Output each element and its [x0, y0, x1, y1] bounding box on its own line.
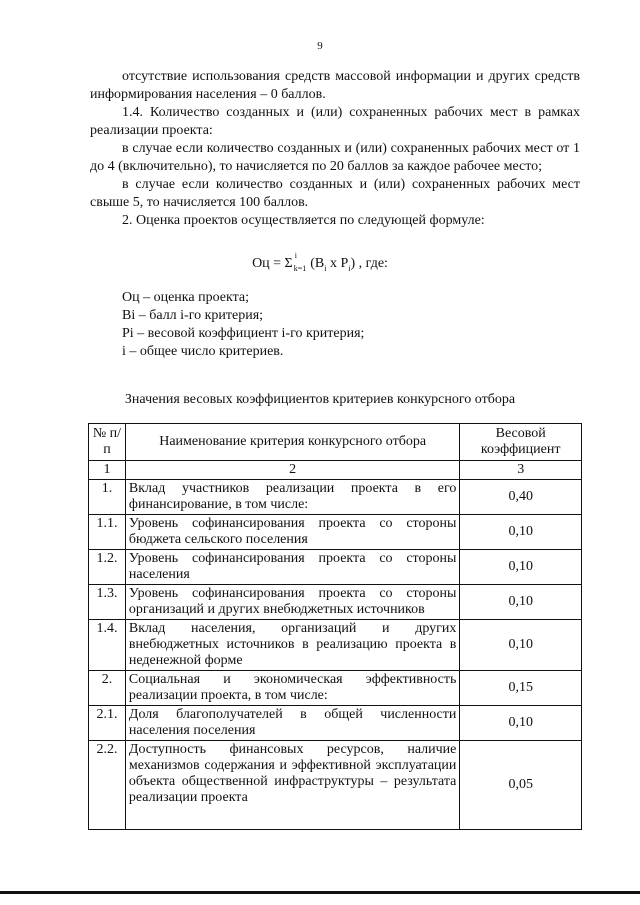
row-num: 2.1.	[89, 706, 126, 741]
formula: Оц = Σ i k=1 ($B_i$ x $P_i$) , где:	[252, 250, 388, 273]
table-row	[89, 741, 582, 830]
table-row	[89, 550, 582, 585]
legend-item: Bi – балл i-го критерия;	[122, 308, 264, 323]
table-row	[89, 515, 582, 550]
criteria-table	[88, 423, 582, 830]
row-num: 1.4.	[89, 620, 126, 671]
row-name: Уровень софинансирования проекта со стороны населения	[125, 550, 460, 585]
table-row	[89, 706, 582, 741]
header-name: Наименование критерия конкурсного отбора	[125, 424, 460, 461]
row-name: Доступность финансовых ресурсов, наличие механизмов содержания и эффективной эксплуатации объекта общественной инфраструктуры – результата реализации проекта	[125, 741, 460, 830]
row-weight: 0,10	[460, 706, 582, 741]
page-number: 9	[317, 40, 323, 52]
row-name: Социальная и экономическая эффективность реализации проекта, в том числе:	[125, 671, 460, 706]
paragraph: в случае если количество созданных и (или) сохраненных рабочих мест от 1 до 4 (включительно), то начисляется по 20 баллов за каждое рабочее место;	[90, 141, 580, 174]
row-name: Уровень софинансирования проекта со стороны организаций и других внебюджетных источников	[125, 585, 460, 620]
legend-item: i – общее число критериев.	[122, 344, 284, 359]
row-num: 2.2.	[89, 741, 126, 830]
row-weight: 0,15	[460, 671, 582, 706]
col-number: 3	[460, 461, 582, 480]
table-row	[89, 620, 582, 671]
legend-item: Pi – весовой коэффициент i-го критерия;	[122, 326, 365, 341]
row-num: 1.1.	[89, 515, 126, 550]
col-number: 1	[89, 461, 126, 480]
paragraph: отсутствие использования средств массовой информации и других средств информирования населения – 0 баллов.	[90, 69, 580, 102]
row-name: Вклад населения, организаций и других внебюджетных источников в реализацию проекта в неденежной форме	[125, 620, 460, 671]
formula-legend	[122, 289, 364, 361]
row-weight: 0,10	[460, 585, 582, 620]
row-name: Доля благополучателей в общей численности населения поселения	[125, 706, 460, 741]
paragraph: 2. Оценка проектов осуществляется по следующей формуле:	[122, 213, 485, 228]
row-weight: 0,10	[460, 515, 582, 550]
table-title: Значения весовых коэффициентов критериев конкурсного отбора	[124, 392, 516, 407]
row-num: 2.	[89, 671, 126, 706]
table-header-row	[89, 424, 582, 461]
col-number: 2	[125, 461, 460, 480]
header-num: № п/п	[89, 424, 126, 461]
table-row	[89, 480, 582, 515]
legend-item: Оц – оценка проекта;	[122, 290, 249, 305]
paragraph: в случае если количество созданных и (или) сохраненных рабочих мест свыше 5, то начисляется 100 баллов.	[90, 177, 580, 210]
header-weight: Весовой коэффициент	[460, 424, 582, 461]
row-num: 1.	[89, 480, 126, 515]
column-number-row	[89, 461, 582, 480]
bottom-rule	[0, 891, 640, 894]
row-num: 1.2.	[89, 550, 126, 585]
row-name: Вклад участников реализации проекта в его финансирование, в том числе:	[125, 480, 460, 515]
row-weight: 0,10	[460, 620, 582, 671]
paragraph: 1.4. Количество созданных и (или) сохраненных рабочих мест в рамках реализации проекта:	[90, 105, 580, 138]
row-num: 1.3.	[89, 585, 126, 620]
table-row	[89, 671, 582, 706]
row-weight: 0,05	[460, 741, 582, 830]
row-name: Уровень софинансирования проекта со стороны бюджета сельского поселения	[125, 515, 460, 550]
table-row	[89, 585, 582, 620]
row-weight: 0,40	[460, 480, 582, 515]
row-weight: 0,10	[460, 550, 582, 585]
body-text	[90, 68, 580, 230]
